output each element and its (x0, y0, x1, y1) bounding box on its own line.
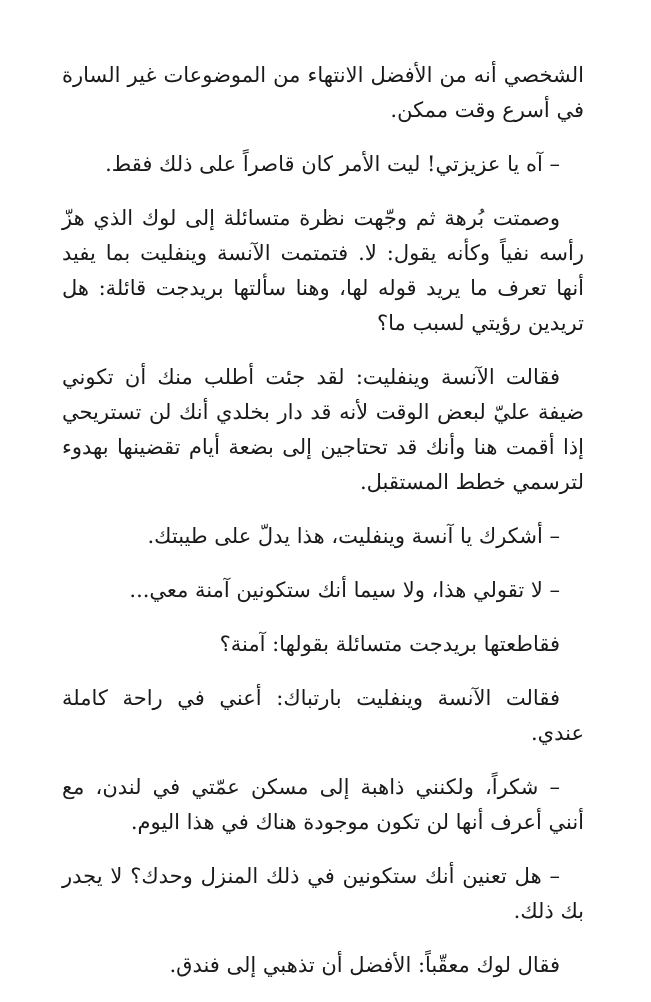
paragraph-7: فقاطعتها بريدجت متسائلة بقولها: آمنة؟ (219, 632, 560, 656)
paragraph-4: فقالت الآنسة وينفليت: لقد جئت أطلب منك أن تكوني ضيفة عليّ لبعض الوقت لأنه قد دار بخلدي أنك لن تستريحي إذا أقمت هنا وأنك قد تحتاجين إلى بضعة أيام تقضينها بهدوء لترسمي خطط المستقبل. (62, 365, 584, 494)
paragraph-5: – أشكرك يا آنسة وينفليت، هذا يدلّ على طيبتك. (147, 524, 560, 548)
page-text (62, 58, 584, 1002)
paragraph-8: فقالت الآنسة وينفليت بارتباك: أعني في راحة كاملة عندي. (62, 686, 584, 745)
paragraph-9: – شكراً، ولكنني ذاهبة إلى مسكن عمّتي في لندن، مع أنني أعرف أنها لن تكون موجودة هناك في هذا اليوم. (62, 775, 584, 834)
paragraph-11: فقال لوك معقّباً: الأفضل أن تذهبي إلى فندق. (169, 953, 560, 977)
paragraph-3: وصمتت بُرهة ثم وجّهت نظرة متسائلة إلى لوك الذي هزّ رأسه نفياً وكأنه يقول: لا. فتمتمت الآنسة وينفليت بما يفيد أنها تعرف ما يريد قوله لها، وهنا سألتها بريدجت قائلة: هل تريدين رؤيتي لسبب ما؟ (62, 206, 584, 335)
paragraph-10: – هل تعنين أنك ستكونين في ذلك المنزل وحدك؟ لا يجدر بك ذلك. (62, 864, 584, 923)
paragraph-1: الشخصي أنه من الأفضل الانتهاء من الموضوعات غير السارة في أسرع وقت ممكن. (62, 63, 584, 122)
paragraph-2: – آه يا عزيزتي! ليت الأمر كان قاصراً على ذلك فقط. (105, 152, 560, 176)
paragraph-6: – لا تقولي هذا، ولا سيما أنك ستكونين آمنة معي... (129, 578, 560, 602)
